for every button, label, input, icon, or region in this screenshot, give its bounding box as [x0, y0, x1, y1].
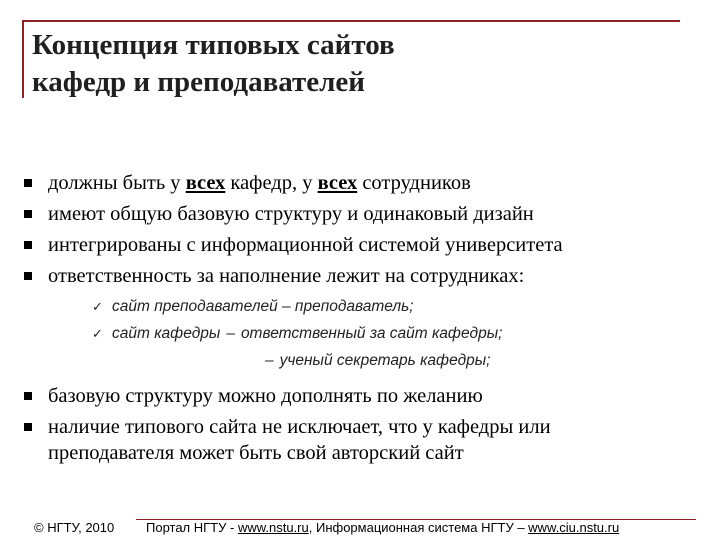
bullet-text: имеют общую базовую структуру и одинаковый дизайн [48, 203, 534, 225]
slide-title [32, 27, 395, 101]
square-bullet-icon [24, 423, 32, 431]
bullet-text-part: должны быть у [48, 172, 186, 194]
footer-portal-info [146, 520, 619, 536]
footer-copyright: © НГТУ, 2010 [34, 520, 115, 535]
emphasis-word: всех [185, 172, 226, 194]
check-icon: ✓ [92, 326, 103, 341]
bullet-item [24, 170, 674, 200]
slide-title-line-2: кафедр и преподавателей [32, 66, 365, 98]
title-frame-top-border [22, 20, 680, 22]
sub-item-role: сайт кафедры [112, 325, 221, 342]
bullet-item [24, 414, 674, 470]
bullet-text: интегрированы с информационной системой университета [48, 234, 563, 256]
sub-item-dash: – [226, 325, 235, 342]
bullet-text: наличие типового сайта не исключает, что у кафедры или преподавателя может быть свой авторский сайт [48, 416, 551, 464]
footer-portal-prefix: Портал НГТУ - [146, 520, 238, 535]
nstu-link[interactable]: www.nstu.ru [237, 520, 309, 535]
bullet-text [48, 170, 471, 196]
sub-item-responsible: ученый секретарь кафедры; [279, 352, 491, 369]
square-bullet-icon [24, 272, 32, 280]
sub-item-text: сайт преподавателей – преподаватель; [112, 298, 414, 315]
sub-list-item [265, 350, 490, 374]
square-bullet-icon [24, 179, 32, 187]
emphasis-word: всех [317, 172, 358, 194]
bullet-text-part: сотрудников [357, 172, 471, 194]
bullet-text-part: кафедр, у [225, 172, 318, 194]
bullet-item [24, 383, 674, 413]
bullet-item [24, 201, 674, 231]
bullet-item [24, 263, 674, 293]
bullet-text: ответственность за наполнение лежит на сотрудниках: [48, 265, 525, 287]
check-icon: ✓ [92, 299, 103, 314]
slide-title-line-1: Концепция типовых сайтов [32, 29, 395, 61]
ciu-link[interactable]: www.ciu.nstu.ru [528, 520, 620, 535]
bullet-item [24, 232, 674, 262]
sub-item-dash: – [265, 352, 274, 369]
bullet-text: базовую структуру можно дополнять по желанию [48, 385, 483, 407]
square-bullet-icon [24, 241, 32, 249]
title-frame-left-border [22, 20, 24, 98]
square-bullet-icon [24, 210, 32, 218]
sub-list-item [92, 296, 414, 320]
footer-middle-text: , Информационная система НГТУ – [308, 520, 529, 535]
sub-list-item [92, 323, 502, 347]
sub-item-responsible: ответственный за сайт кафедры; [240, 325, 503, 342]
square-bullet-icon [24, 392, 32, 400]
